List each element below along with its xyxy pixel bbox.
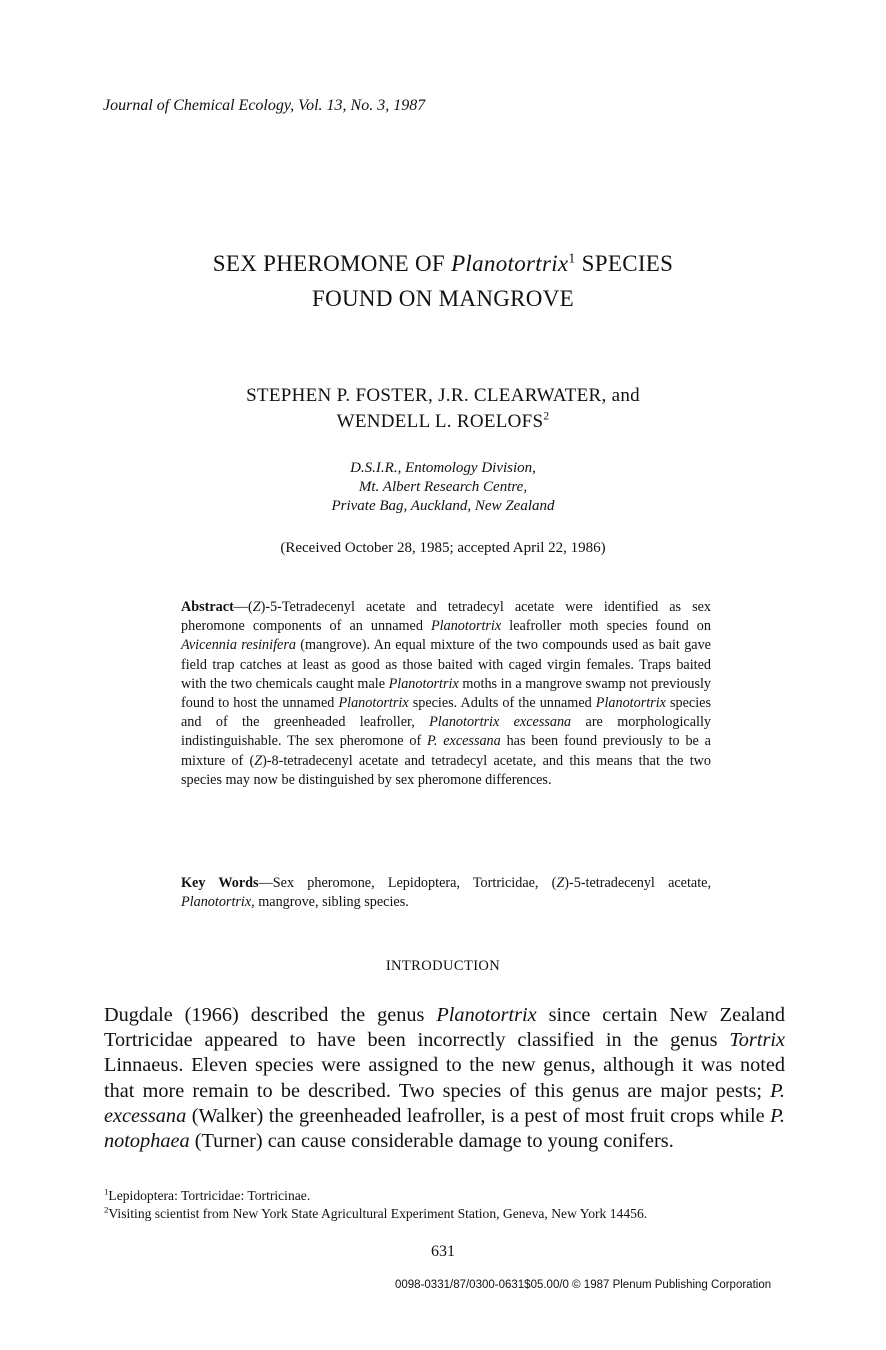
received-dates: (Received October 28, 1985; accepted April 22, 1986)	[280, 540, 606, 556]
italic-term: Z	[252, 599, 261, 615]
journal-citation: Journal of Chemical Ecology, Vol. 13, No. 3, 1987	[103, 97, 426, 114]
key-words-label: Key Words	[181, 875, 259, 891]
authors-line-2	[0, 409, 886, 435]
text-run: leafroller moth species found on	[501, 618, 711, 635]
affiliation-line-3: Private Bag, Auckland, New Zealand	[331, 498, 555, 514]
footnote-text: Lepidoptera: Tortricidae: Tortricinae.	[108, 1188, 311, 1203]
text-run: are morphologically indistinguishable. The sex pheromone of	[181, 714, 711, 750]
text-run: —(	[233, 599, 253, 615]
text-run: moths in a mangrove swamp not previously found to host the unnamed	[181, 675, 711, 712]
author-list	[0, 383, 886, 435]
footnote-1	[104, 1187, 794, 1205]
text-run: —Sex pheromone, Lepidoptera, Tortricidae, (	[258, 875, 557, 891]
footnotes	[104, 1187, 794, 1222]
text-run: , mangrove, sibling species.	[251, 894, 409, 911]
text-run: )-8-tetradecenyl acetate and tetradecyl acetate, and this means that the two species may now be distinguished by sex pheromone differences.	[181, 752, 711, 788]
affiliation	[0, 459, 886, 516]
text-run: (Turner) can cause considerable damage to young conifers.	[189, 1130, 674, 1153]
copyright-line: 0098-0331/87/0300-0631$05.00/0 © 1987 Plenum Publishing Corporation	[395, 1279, 772, 1291]
italic-term: P. excessana	[427, 733, 501, 750]
abstract-label: Abstract	[181, 599, 234, 615]
abstract	[181, 598, 711, 790]
italic-term: Planotortrix	[595, 695, 666, 712]
footnote-mark: 1	[104, 1186, 109, 1197]
title-genus: Planotortrix	[451, 251, 569, 276]
key-words	[181, 874, 711, 912]
section-heading-introduction: INTRODUCTION	[385, 958, 501, 974]
italic-term: Tortrix	[729, 1029, 785, 1052]
author-name: WENDELL L. ROELOFS	[336, 411, 544, 432]
footnote-text: Visiting scientist from New York State Agricultural Experiment Station, Geneva, New York 14456.	[108, 1205, 648, 1221]
key-words-body	[181, 875, 711, 910]
title-footnote-mark: 1	[568, 250, 576, 266]
italic-term: Planotortrix excessana	[429, 714, 572, 731]
introduction-paragraph	[104, 1003, 785, 1154]
text-run: species. Adults of the unnamed	[408, 695, 596, 712]
abstract-body	[181, 599, 711, 788]
footnote-mark: 2	[104, 1203, 109, 1214]
article-title	[0, 246, 886, 316]
authors-line-1: STEPHEN P. FOSTER, J.R. CLEARWATER, and	[246, 385, 640, 406]
affiliation-line-1: D.S.I.R., Entomology Division,	[350, 460, 536, 476]
italic-term: P. excessana	[104, 1079, 785, 1127]
text-run: Linnaeus. Eleven species were assigned to the new genus, although it was noted that more remain to be described. Two species of this genus are major pests;	[104, 1054, 785, 1102]
page-number: 631	[431, 1243, 455, 1260]
text-run: )-5-tetradecenyl acetate,	[564, 875, 711, 891]
italic-term: Z	[556, 875, 565, 891]
title-line-2: FOUND ON MANGROVE	[312, 286, 574, 311]
italic-term: Planotortrix	[181, 894, 252, 911]
footnote-2	[104, 1205, 794, 1223]
italic-term: Planotortrix	[338, 695, 409, 712]
text-run: species and of the greenheaded leafroller,	[181, 695, 711, 731]
author-footnote-mark: 2	[543, 410, 550, 423]
italic-term: Planotortrix	[388, 675, 459, 692]
italic-term: Avicennia resinifera	[181, 637, 296, 654]
text-run: )-5-Tetradecenyl acetate and tetradecyl acetate were identified as sex pheromone components of an unnamed	[181, 599, 711, 635]
text-run: since certain New Zealand Tortricidae appeared to have been incorrectly classified in the genus	[104, 1004, 785, 1052]
italic-term: Planotortrix	[436, 1004, 537, 1026]
text-run: Dugdale (1966) described the genus	[104, 1004, 437, 1026]
text-run: (mangrove). An equal mixture of the two compounds used as bait gave field trap catches at least as good as those baited with caged virgin females. Traps baited with the two chemicals caught male	[181, 637, 711, 692]
affiliation-line-2: Mt. Albert Research Centre,	[358, 479, 528, 495]
italic-term: Z	[254, 752, 263, 769]
title-suffix: SPECIES	[575, 251, 674, 276]
italic-term: Planotortrix	[431, 618, 502, 635]
text-run: has been found previously to be a mixture of (	[181, 733, 711, 769]
title-line-1	[0, 246, 886, 281]
text-run: (Walker) the greenheaded leafroller, is a pest of most fruit crops while	[186, 1104, 771, 1127]
italic-term: P. notophaea	[104, 1104, 785, 1153]
title-prefix: SEX PHEROMONE OF	[212, 251, 452, 276]
